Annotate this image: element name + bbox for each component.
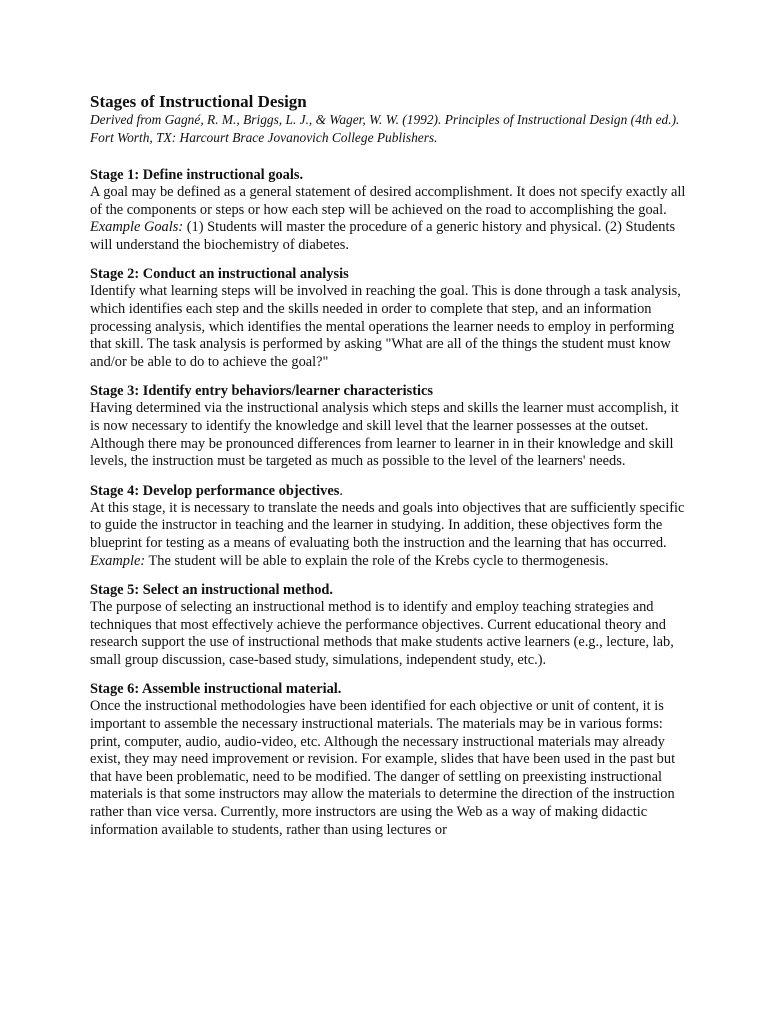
stage-6	[90, 680, 690, 839]
stage-body: Having determined via the instructional analysis which steps and skills the learner must accomplish, it is now necessary to identify the knowledge and skill level that the learner possesses at the outset. Although there may be pronounced differences from learner to learner in in their knowledge and skill levels, the instruction must be targeted as much as possible to the level of the learners' needs.	[90, 400, 679, 470]
stage-4	[90, 482, 690, 570]
stage-heading: Stage 5: Select an instructional method.	[90, 582, 334, 599]
stage-heading: Stage 2: Conduct an instructional analysis	[90, 266, 349, 283]
stage-2	[90, 265, 690, 371]
stage-5	[90, 581, 690, 669]
stage-body: Once the instructional methodologies have been identified for each objective or unit of content, it is important to assemble the necessary instructional materials. The materials may be in various forms: print, computer, audio, audio-video, etc. Although the necessary instructional materials may already exist, they may need improvement or revision. For example, slides that have been used in the past but that have been problematic, need to be modified. The danger of settling on preexisting instructional materials is that some instructors may allow the materials to determine the direction of the instruction rather than vice versa. Currently, more instructors are using the Web as a way of making didactic information available to students, rather than using lectures or	[90, 698, 676, 838]
stage-heading: Stage 1: Define instructional goals.	[90, 167, 304, 183]
stage-1	[90, 166, 690, 254]
stage-body: Identify what learning steps will be involved in reaching the goal. This is done through a task analysis, which identifies each step and the skills needed in order to complete that step, and an information processing analysis, which identifies the mental operations the learner needs to employ in performing that skill. The task analysis is performed by asking "What are all of the things the student must know and/or be able to do to achieve the goal?"	[90, 283, 681, 370]
document-title: Stages of Instructional Design	[90, 92, 307, 111]
stage-3	[90, 382, 690, 470]
stage-body: At this stage, it is necessary to translate the needs and goals into objectives that are sufficiently specific to guide the instructor in teaching and the learner in studying. In addition, these objectives form the blueprint for testing as a means of evaluating both the instruction and the learning that has occurred. Example: The student will be able to explain the role of the Krebs cycle to thermogenesis.	[90, 499, 685, 569]
document-citation: Derived from Gagné, R. M., Briggs, L. J., & Wager, W. W. (1992). Principles of Instructional Design (4th ed.). Fort Worth, TX: Harcourt Brace Jovanovich College Publishers.	[90, 112, 680, 145]
stage-heading: Stage 3: Identify entry behaviors/learner characteristics	[90, 383, 434, 400]
stage-body: The purpose of selecting an instructional method is to identify and employ teaching strategies and techniques that most effectively achieve the performance objectives. Current educational theory and research support the use of instructional methods that make students active learners (e.g., lecture, lab, small group discussion, case-based study, simulations, independent study, etc.).	[90, 599, 674, 668]
stage-body: A goal may be defined as a general statement of desired accomplishment. It does not specify exactly all of the components or steps or how each step will be achieved on the road to accomplishing the goal. Example Goals: (1) Students will master the procedure of a generic history and physical. (2) Students will understand the biochemistry of diabetes.	[90, 184, 686, 253]
stage-heading: Stage 6: Assemble instructional material.	[90, 681, 342, 698]
document-page	[90, 92, 690, 850]
stage-heading: Stage 4: Develop performance objectives.	[90, 482, 343, 499]
